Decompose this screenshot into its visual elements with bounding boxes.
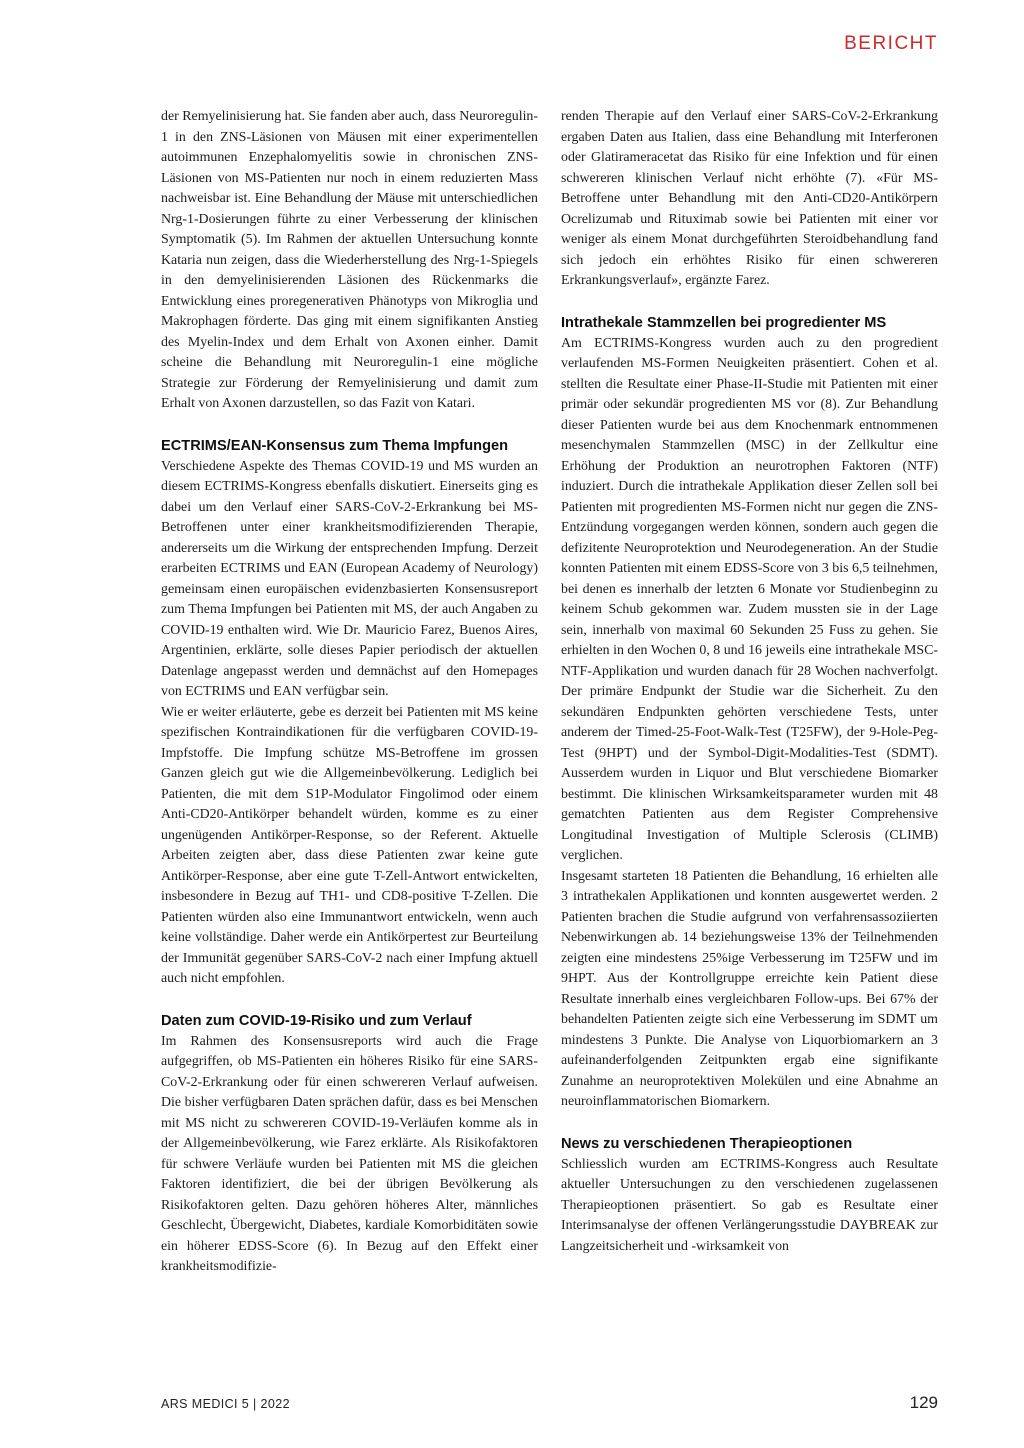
section-label: BERICHT xyxy=(844,33,938,54)
paragraph: Verschiedene Aspekte des Themas COVID-19 und MS wurden an diesem ECTRIMS-Kongress ebenfalls diskutiert. Einerseits ging es dabei um den Verlauf einer SARS-CoV-2-Erkrankung bei MS-Betroffenen unter einer krankheitsmodifizierenden Therapie, andererseits um die Wirkung der entsprechenden Impfung. Derzeit erarbeiten ECTRIMS und EAN (European Academy of Neurology) gemeinsam einen europäischen evidenzbasierten Konsensusreport zum Thema Impfungen bei Patienten mit MS, der auch Angaben zu COVID-19 enthalten wird. Wie Dr. Mauricio Farez, Buenos Aires, Argentinien, erklärte, solle dieses Papier periodisch der aktuellen Datenlage angepasst werden und demnächst auf den Homepages von ECTRIMS und EAN verfügbar sein. xyxy=(161,458,538,699)
paragraph: Im Rahmen des Konsensusreports wird auch die Frage aufgegriffen, ob MS-Patienten ein höheres Risiko für eine SARS-CoV-2-Erkrankung oder für einen schwereren Verlauf aufweisen. Die bisher verfügbaren Daten sprächen dafür, dass es bei Menschen mit MS nicht zu schwereren COVID-19-Verläufen komme als in der Allgemeinbevölkerung, wie Farez erklärte. Als Risikofaktoren für schwere Verläufe wurden bei Patienten mit MS die gleichen Faktoren identifiziert, die bei der übrigen Bevölkerung als Risikofaktoren gelten. Dazu gehören höheres Alter, männliches Geschlecht, Übergewicht, Diabetes, kardiale Komorbiditäten sowie ein höherer EDSS-Score (6). In Bezug auf den Effekt einer krankheitsmodifizie- xyxy=(161,1033,538,1274)
paragraph: renden Therapie auf den Verlauf einer SARS-CoV-2-Erkrankung ergaben Daten aus Italien, dass eine Behandlung mit Interferonen oder Glatirameracetat das Risiko für eine Infektion und für einen schwereren klinischen Verlauf nicht erhöhte (7). «Für MS-Betroffene unter Behandlung mit den Anti-CD20-Antikörpern Ocrelizumab und Rituximab sowie bei Patienten mit einer vor weniger als einem Monat durchgeführten Steroidbehandlung fand sich jedoch ein erhöhtes Risiko für einen schwereren Erkrankungsverlauf», ergänzte Farez. xyxy=(561,109,938,288)
section-heading: News zu verschiedenen Therapieoptionen xyxy=(561,1135,853,1152)
section-heading: ECTRIMS/EAN-Konsensus zum Thema Impfungen xyxy=(161,437,509,454)
paragraph: Schliesslich wurden am ECTRIMS-Kongress auch Resultate aktueller Untersuchungen zu den verschiedenen zugelassenen Therapieoptionen präsentiert. So gab es Resultate einer Interimsanalyse der offenen Verlängerungsstudie DAYBREAK zur Langzeitsicherheit und -wirksamkeit von xyxy=(561,1156,938,1254)
section-heading: Intrathekale Stammzellen bei progredienter MS xyxy=(561,314,887,331)
journal-footer: ARS MEDICI 5 | 2022 xyxy=(161,1397,290,1411)
paragraph: der Remyelinisierung hat. Sie fanden aber auch, dass Neuroregulin-1 in den ZNS-Läsionen von Mäusen mit einer experimentellen autoimmunen Enzephalomyelitis sowie in chronischen ZNS-Läsionen von MS-Patienten nur noch in einem reduzierten Mass nachweisbar ist. Eine Behandlung der Mäuse mit unterschiedlichen Nrg-1-Dosierungen führte zu einer Verbesserung der klinischen Symptomatik (5). Im Rahmen der aktuellen Untersuchung konnte Kataria nun zeigen, dass die Wiederherstellung des Nrg-1-Spiegels in den demyelinisierenden Läsionen des Rückenmarks die Entwicklung eines proregenerativen Phänotyps von Mikroglia und Makrophagen förderte. Das ging mit einem signifikanten Anstieg des Myelin-Index und dem Erhalt von Axonen einher. Damit scheine die Behandlung mit Neuroregulin-1 eine mögliche Strategie zur Förderung der Remyelinisierung und damit zum Erhalt von Axonen darzustellen, so das Fazit von Katari. xyxy=(161,109,538,411)
page-number: 129 xyxy=(909,1393,938,1412)
paragraph: Insgesamt starteten 18 Patienten die Behandlung, 16 erhielten alle 3 intrathekalen Applikationen und konnten ausgewertet werden. 2 Patienten brachen die Studie aufgrund von verfahrensassoziierten Nebenwirkungen ab. 14 beziehungsweise 13% der Teilnehmenden zeigten eine mindestens 25%ige Verbesserung im T25FW und im 9HPT. Aus der Kontrollgruppe erreichte kein Patient diese Resultate innerhalb eines vergleichbaren Follow-ups. Bei 67% der behandelten Patienten zeigte sich eine Verbesserung im SDMT um mindestens 3 Punkte. Die Analyse von Liquorbiomarkern an 3 aufeinanderfolgenden Zeitpunkten ergab eine signifikante Zunahme an neuroprotektiven Molekülen und eine Abnahme an neuroinflammatorischen Biomarkern. xyxy=(561,868,938,1109)
paragraph: Wie er weiter erläuterte, gebe es derzeit bei Patienten mit MS keine spezifischen Kontraindikationen für die verfügbaren COVID-19-Impfstoffe. Die Impfung schütze MS-Betroffene im grossen Ganzen gleich gut wie die Allgemeinbevölkerung. Lediglich bei Patienten, die mit dem S1P-Modulator Fingolimod oder einem Anti-CD20-Antikörper behandelt würden, komme es zu einer ungenügenden Antikörper-Response, so der Referent. Aktuelle Arbeiten zeigten aber, dass diese Patienten zwar keine gute Antikörper-Response, aber eine gute T-Zell-Antwort entwickelten, insbesondere in Bezug auf TH1- und CD8-positive T-Zellen. Die Patienten würden also eine Immunantwort entwickeln, wenn auch keine vollständige. Daher werde ein Antikörpertest zur Beurteilung der Immunität gegenüber SARS-CoV-2 nach einer Impfung aktuell auch nicht empfohlen. xyxy=(161,704,538,986)
right-column xyxy=(561,107,938,1257)
paragraph: Am ECTRIMS-Kongress wurden auch zu den progredient verlaufenden MS-Formen Neuigkeiten präsentiert. Cohen et al. stellten die Resultate einer Phase-II-Studie mit Patienten mit einer primär oder sekundär progredienten MS vor (8). Zur Behandlung dieser Patienten wurde bei aus dem Knochenmark entnommenen mesenchymalen Stammzellen (MSC) in der Zellkultur eine Erhöhung der Produktion an neurotrophen Faktoren (NTF) induziert. Durch die intrathekale Applikation dieser Zellen soll bei Patienten mit progredienten MS-Formen nicht nur gegen die ZNS-Entzündung vorgegangen werden können, sondern auch gegen die defizitente Neuroprotektion und Neurodegeneration. An der Studie konnten Patienten mit einem EDSS-Score von 3 bis 6,5 teilnehmen, bei denen es innerhalb der letzten 6 Monate vor Studienbeginn zu keinem Schub gekommen war. Zudem mussten sie in der Lage sein, innerhalb von maximal 60 Sekunden 25 Fuss zu gehen. Sie erhielten in den Wochen 0, 8 und 16 jeweils eine intrathekale MSC-NTF-Applikation und wurden danach für 28 Wochen nachverfolgt. Der primäre Endpunkt der Studie war die Sicherheit. Zu den sekundären Endpunkten gehörten verschiedene Tests, unter anderem der Timed-25-Foot-Walk-Test (T25FW), der 9-Hole-Peg-Test (9HPT) und der Symbol-Digit-Modalities-Test (SDMT). Ausserdem wurden in Liquor und Blut verschiedene Biomarker bestimmt. Die klinischen Wirksamkeitsparameter wurden mit 48 gematchten Patienten aus dem Register Comprehensive Longitudinal Investigation of Multiple Sclerosis (CLIMB) verglichen. xyxy=(561,335,938,863)
left-column xyxy=(161,107,538,1278)
section-heading: Daten zum COVID-19-Risiko und zum Verlauf xyxy=(161,1012,472,1029)
